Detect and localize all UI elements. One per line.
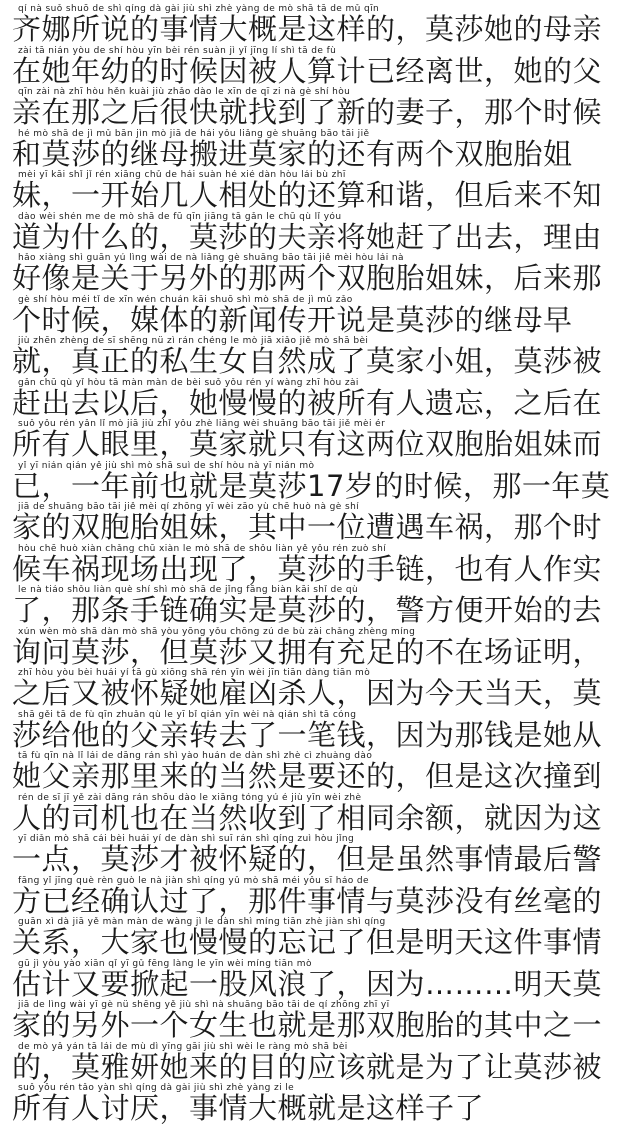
chinese-text: 家的另外一个女生也就是那双胞胎的其中之一 — [12, 1010, 603, 1041]
text-line — [12, 378, 630, 420]
pinyin-annotation: xún wèn mò shā dàn mò shā yòu yōng yǒu chōng zú de bù zài chǎng zhèng míng — [18, 626, 416, 637]
chinese-text: 道为什么的，莫莎的夫亲将她赶了出去，理由 — [12, 221, 603, 253]
pinyin-annotation: yī diǎn mò shā cái bèi huái yí de dàn shì suī rán shì qíng zuì hòu jǐng — [18, 834, 355, 844]
chinese-text: 了，那条手链确实是莫莎的，警方便开始的去 — [12, 595, 603, 626]
chinese-text: 的，莫雅妍她来的目的应该就是为了让莫莎被 — [12, 1051, 603, 1083]
chinese-text: 一点，莫莎才被怀疑的，但是虽然事情最后警 — [12, 844, 603, 875]
pinyin-annotation: gū jì yòu yào xiān qǐ yī gǔ fēng làng le yīn wèi míng tiān mò — [18, 958, 312, 969]
pinyin-annotation: jiā de shuāng bāo tāi jiě mèi qí zhōng yī wèi zāo yù chē huò nà gè shí — [18, 502, 360, 512]
chinese-text: 家的双胞胎姐妹，其中一位遭遇车祸，那个时 — [12, 512, 603, 543]
chinese-text: 人的司机也在当然收到了相同余额，就因为这 — [12, 802, 603, 834]
text-line — [12, 793, 630, 835]
chinese-text: 询问莫莎，但莫莎又拥有充足的不在场证明， — [12, 636, 603, 668]
chinese-text: 就，真正的私生女自然成了莫家小姐，莫莎被 — [12, 346, 603, 377]
pinyin-annotation: suǒ yǒu rén yǎn lǐ mò jiā jiù zhǐ yǒu zhè liǎng wèi shuāng bāo tāi jiě mèi ér — [18, 419, 386, 429]
text-line — [12, 253, 630, 295]
text-line — [12, 502, 630, 544]
text-line — [12, 1042, 630, 1084]
text-line — [12, 212, 630, 254]
text-line — [12, 46, 630, 88]
pinyin-annotation: gè shí hòu méi tǐ de xīn wén chuán kāi shuō shì mò shā de jì mǔ zǎo — [18, 294, 353, 305]
pinyin-annotation: qīn zài nà zhī hòu hěn kuài jiù zhǎo dào le xīn de qī zi nà gè shí hòu — [18, 87, 351, 97]
pinyin-annotation: hǎo xiàng shì guān yú lìng wài de nà liǎng gè shuāng bāo tāi jiě mèi hòu lái nà — [18, 253, 404, 263]
text-line — [12, 4, 630, 46]
pinyin-annotation: mèi yī kāi shǐ jǐ rén xiāng chǔ de hái suàn hé xié dàn hòu lái bù zhī — [18, 170, 346, 180]
text-line — [12, 710, 630, 752]
chinese-text: 关系，大家也慢慢的忘记了但是明天这件事情 — [12, 927, 603, 958]
pinyin-annotation: hé mò shā de jì mǔ bān jìn mò jiā de hái yǒu liǎng gè shuāng bāo tāi jiě — [18, 128, 370, 139]
chinese-text: 之后又被怀疑她雇凶杀人，因为今天当天，莫 — [12, 678, 603, 709]
chinese-text: 候车祸现场出现了，莫莎的手链，也有人作实 — [12, 553, 603, 585]
chinese-text: 赶出去以后，她慢慢的被所有人遗忘，之后在 — [12, 387, 603, 419]
text-line — [12, 295, 630, 337]
pinyin-annotation: tā fù qīn nà lǐ lái de dāng rán shì yào huán de dàn shì zhè cì zhuàng dào — [18, 751, 373, 761]
chinese-text: 莎给他的父亲转去了一笔钱，因为那钱是她从 — [12, 719, 603, 751]
pinyin-annotation: qí nà suǒ shuō de shì qíng dà gài jiù shì zhè yàng de mò shā tā de mǔ qīn — [18, 4, 380, 14]
pinyin-annotation: rén de sī jī yě zài dāng rán shōu dào le xiāng tóng yú é jiù yīn wèi zhè — [18, 792, 362, 803]
text-line — [12, 1083, 630, 1125]
pinyin-annotation: suǒ yǒu rén tǎo yàn shì qíng dà gài jiù shì zhè yàng zi le — [18, 1083, 295, 1093]
text-line — [12, 834, 630, 876]
text-line — [12, 751, 630, 793]
chinese-text: 所有人讨厌，事情大概就是这样子了 — [12, 1093, 485, 1124]
pinyin-annotation: gǎn chū qù yǐ hòu tā màn màn de bèi suǒ yǒu rén yí wàng zhī hòu zài — [18, 377, 359, 388]
chinese-text: 她父亲那里来的当然是要还的，但是这次撞到 — [12, 761, 603, 792]
pinyin-annotation: le nà tiáo shǒu liàn què shí shì mò shā de jǐng fāng biàn kāi shǐ de qù — [18, 585, 359, 595]
pinyin-annotation: jiù zhēn zhèng de sī shēng nǚ zì rán chéng le mò jiā xiǎo jiě mò shā bèi — [18, 336, 369, 346]
pinyin-annotation: de mò yǎ yán tā lái de mù dì yīng gāi jiù shì wèi le ràng mò shā bèi — [18, 1041, 348, 1052]
chinese-text: 齐娜所说的事情大概是这样的，莫莎她的母亲 — [12, 14, 603, 45]
pinyin-annotation: dào wèi shén me de mò shā de fū qīn jiāng tā gǎn le chū qù lǐ yóu — [18, 211, 342, 222]
text-line — [12, 129, 630, 171]
chinese-text: 方已经确认过了，那件事情与莫莎没有丝毫的 — [12, 885, 603, 917]
text-line — [12, 1000, 630, 1042]
text-line — [12, 170, 630, 212]
pinyin-annotation: guān xì dà jiā yě màn màn de wàng jì le dàn shì míng tiān zhè jiàn shì qíng — [18, 917, 386, 927]
chinese-text: 和莫莎的继母搬进莫家的还有两个双胞胎姐 — [12, 138, 573, 170]
chinese-text: 在她年幼的时候因被人算计已经离世，她的父 — [12, 55, 603, 87]
chinese-text: 个时候，媒体的新闻传开说是莫莎的继母早 — [12, 304, 573, 336]
chinese-text: 好像是关于另外的那两个双胞胎姐妹，后来那 — [12, 263, 603, 294]
pinyin-annotation: shā gěi tā de fù qīn zhuǎn qù le yī bǐ qián yīn wèi nà qián shì tā cóng — [18, 709, 357, 720]
text-line — [12, 668, 630, 710]
pinyin-annotation: fāng yǐ jīng què rèn guò le nà jiàn shì qíng yǔ mò shā méi yǒu sī háo de — [18, 875, 369, 886]
text-line — [12, 419, 630, 461]
pinyin-annotation: zhī hòu yòu bèi huái yí tā gù xiōng shā rén yīn wèi jīn tiān dàng tiān mò — [18, 668, 371, 678]
text-line — [12, 585, 630, 627]
text-line — [12, 544, 630, 586]
pinyin-annotation: hòu chē huò xiàn chǎng chū xiàn le mò shā de shǒu liàn yě yǒu rén zuò shí — [18, 543, 387, 554]
chinese-text: 所有人眼里，莫家就只有这两位双胞胎姐妹而 — [12, 429, 603, 460]
text-line — [12, 959, 630, 1001]
pinyin-annotation: yǐ yī nián qián yě jiù shì mò shā suì de shí hòu nà yī nián mò — [18, 460, 315, 471]
chinese-text: 妹，一开始几人相处的还算和谐，但后来不知 — [12, 180, 603, 211]
text-line — [12, 917, 630, 959]
chinese-text: 已，一年前也就是莫莎17岁的时候，那一年莫 — [12, 470, 611, 502]
pinyin-annotation: zài tā nián yòu de shí hòu yīn bèi rén suàn jì yǐ jīng lí shì tā de fù — [18, 45, 337, 56]
chinese-text: 亲在那之后很快就找到了新的妻子，那个时候 — [12, 97, 603, 128]
text-line — [12, 461, 630, 503]
text-line — [12, 87, 630, 129]
chinese-text: 估计又要掀起一股风浪了，因为………明天莫 — [12, 968, 603, 1000]
text-line — [12, 876, 630, 918]
text-line — [12, 627, 630, 669]
pinyin-annotation: jiā de lìng wài yī gè nǚ shēng yě jiù shì nà shuāng bāo tāi de qí zhōng zhī yī — [18, 1000, 390, 1010]
text-line — [12, 336, 630, 378]
